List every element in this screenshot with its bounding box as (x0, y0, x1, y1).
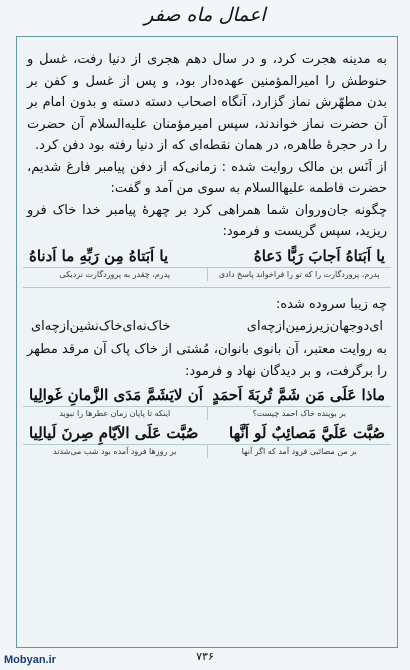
section-divider (23, 287, 391, 288)
page-header (0, 4, 410, 34)
page-footer (0, 650, 410, 670)
page-title: اعمال ماه صفر (144, 4, 266, 26)
paragraph-5: به روایت معتبر، آن بانوی بانوان، مُشتی از خاک پاک آن مرقد مطهر را برگرفت، و بر دیدگان نهاد و فرمود: (27, 342, 387, 379)
verse-3-left: صُبَّت عَلَى الاَيّامِ صِرنَ لَيالِيا (29, 424, 199, 442)
poem-right: ای‌دوجهان‌زیرزمین‌ازچه‌ای (246, 319, 383, 334)
paragraph-2: از اَنَس بن مالک روایت شده : زمانی‌که از دفن پیامبر فارغ شدیم، حضرت فاطمه علیهاالسلام به سوی من آمد و گفت: (27, 159, 387, 196)
page-number: ۷۳۶ (196, 650, 214, 663)
gloss-1-left: پدرم، چقدر به پروردگارت نزدیکی (23, 268, 208, 281)
gloss-1-right: پدرم، پروردگارت را که تو را فراخواند پاسخ دادی (218, 269, 380, 279)
verse-row-2 (17, 386, 397, 404)
gloss-3-right: بر من مصائبی فرود آمد که اگر آنها (241, 447, 357, 456)
verse-row-1 (17, 247, 397, 265)
paragraph-3: چگونه جان‌وروان شما همراهی کرد بر چهرهٔ پیامبر خدا خاک فرو ریزید، سپس گریست و فرمود: (27, 202, 387, 239)
poem-line (17, 315, 397, 339)
site-logo[interactable]: Mobyan.ir (4, 654, 56, 666)
paragraph-1: به مدینه هجرت کرد، و در سال دهم هجری از دنیا رفت، غسل و حنوطش را امیرالمؤمنین عهده‌دار بود، و پس از غسل و کفن بر بدن مطهّرش نماز گزارد، آنگاه اصحاب دسته دسته و بدون امام بر آن حضرت نماز خواندند، سپس امیرمؤمنان علیه‌السلام آن حضرت را در حجرهٔ طاهره، در همان نقطه‌ای که از دنیا رفته بود دفن کرد. (27, 52, 387, 153)
verse-3-right: صُبَّت عَلَيَّ مَصائِبٌ لَو اَنَّها (229, 424, 385, 442)
gloss-3-left: بر روزها فرود آمده بود شب می‌شدند (23, 445, 208, 458)
verse-1-left: یا اَبَتاهُ مِن رَبِّهِ ما اَدناهُ (29, 246, 169, 265)
verse-1-right: یا اَبَتاهُ اَجابَ رَبًّا دَعاهُ (253, 246, 385, 265)
gloss-2-left: اینکه تا پایان زمان عطرها را نبوید (23, 407, 208, 420)
verse-2-right: ماذا عَلَى مَن شَمَّ تُربَةَ اَحمَدٍ (212, 386, 385, 404)
poem-left: خاک‌نه‌ای‌خاک‌نشین‌ازچه‌ای (31, 319, 171, 334)
content-frame (16, 36, 398, 648)
verse-2-left: اَن لايَشَمَّ مَدَى الزَّمانِ غَوالِيا (29, 386, 203, 404)
gloss-row-3 (23, 444, 391, 458)
verse-row-3 (17, 424, 397, 442)
paragraph-4: چه زیبا سروده شده: (275, 296, 387, 312)
gloss-row-1 (23, 267, 391, 281)
gloss-2-right: بر بوینده خاک احمد چیست؟ (252, 409, 346, 418)
gloss-row-2 (23, 406, 391, 420)
